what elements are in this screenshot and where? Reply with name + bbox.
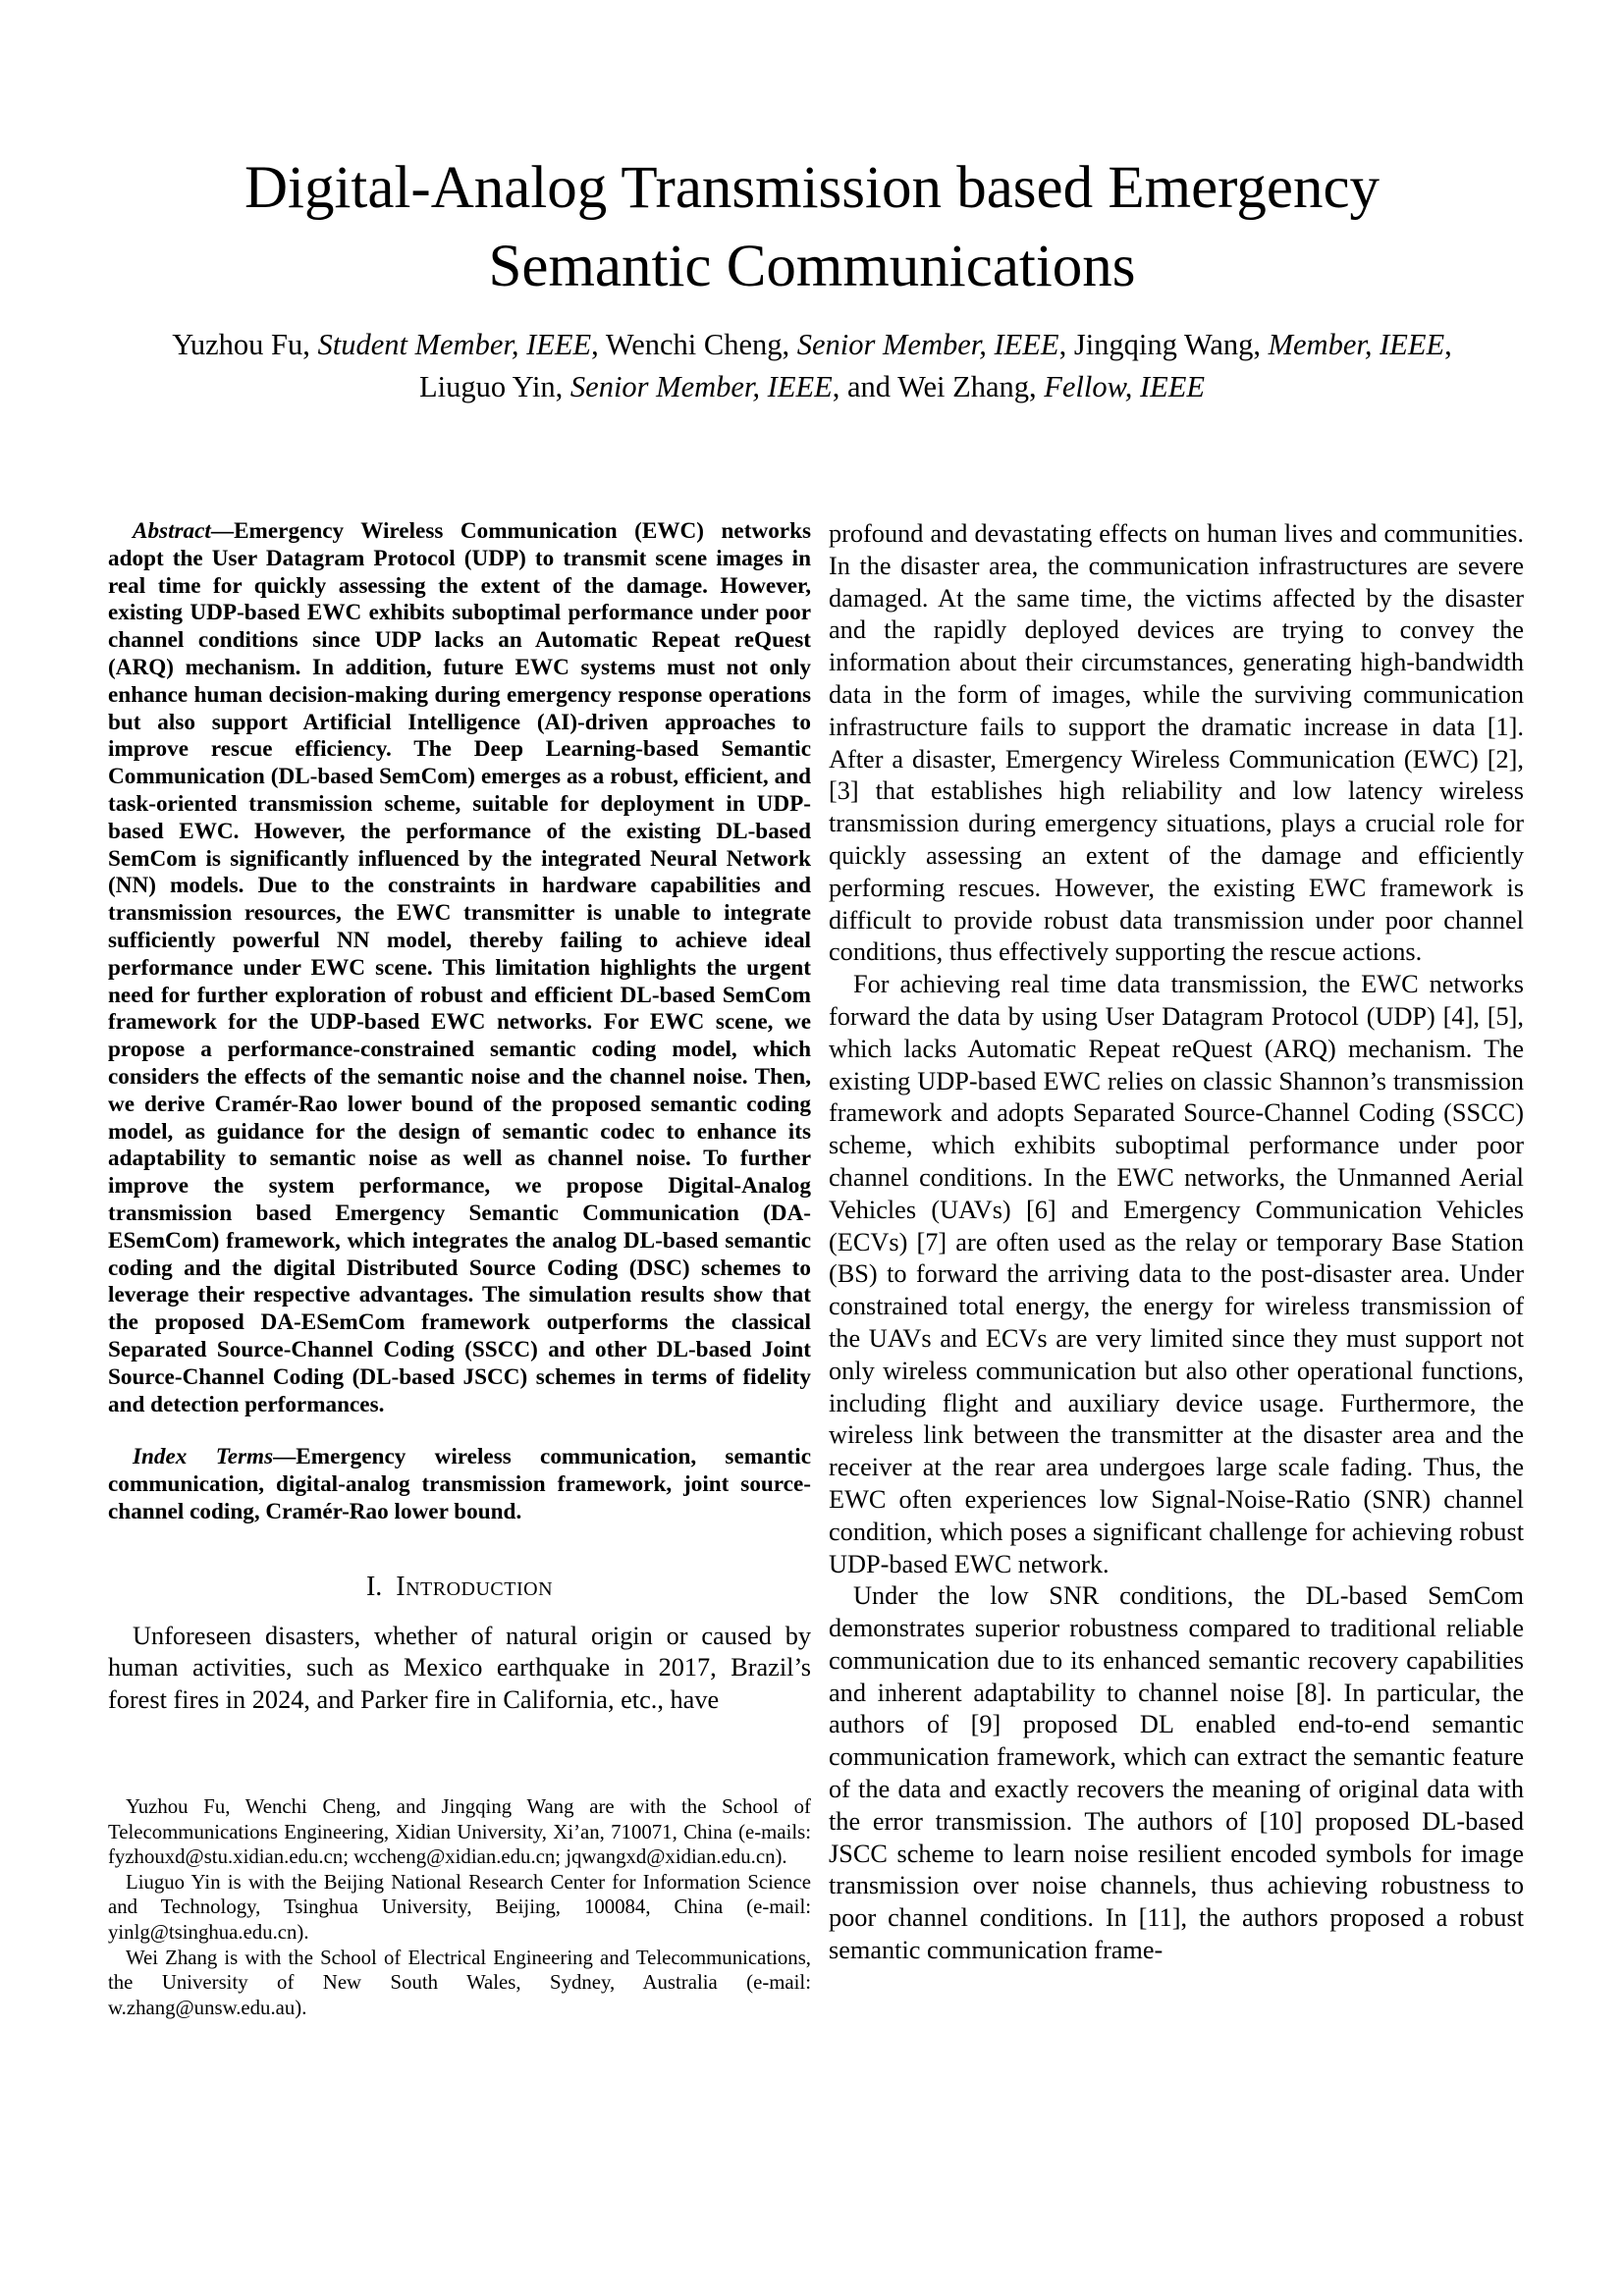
author-name: , Wenchi Cheng, xyxy=(591,328,797,361)
author-footnotes xyxy=(108,1794,811,2020)
right-column xyxy=(829,518,1524,1967)
section-title: Introduction xyxy=(396,1571,554,1602)
right-column-paragraph-3: Under the low SNR conditions, the DL-based SemCom demonstrates superior robustness compared to traditional reliable communication due to its enhanced semantic recovery capabilities and inherent adaptability to channel noise [8]. In particular, the authors of [9] proposed DL enabled end-to-end semantic communication framework, which can extract the semantic feature of the data and exactly recovers the meaning of original data with the error transmission. The authors of [10] proposed DL-based JSCC scheme to learn noise resilient encoded symbols for image transmission over noise channels, thus achieving robustness to poor channel conditions. In [11], the authors proposed a robust semantic communication frame- xyxy=(829,1581,1524,1965)
footnote-affiliation-1: Yuzhou Fu, Wenchi Cheng, and Jingqing Wang are with the School of Telecommunications Engineering, Xidian University, Xi’an, 710071, China (e-mails: fyzhouxd@stu.xidian.edu.cn; wccheng@xidian.edu.cn; jqwangxd@xidian.edu.cn). xyxy=(108,1795,811,1869)
footnote-affiliation-3: Wei Zhang is with the School of Electrical Engineering and Telecommunications, the University of New South Wales, Sydney, Australia (e-mail: w.zhang@unsw.edu.au). xyxy=(108,1946,811,2019)
author-membership: Member, IEEE xyxy=(1268,328,1445,361)
section-1-heading xyxy=(108,1572,811,1603)
author-line-2 xyxy=(0,366,1624,408)
paper-title xyxy=(0,149,1624,306)
right-column-paragraph-1: profound and devastating effects on human lives and communities. In the disaster area, the communication infrastructures are severe damaged. At the same time, the victims affected by the disaster and the rapidly deployed devices are trying to convey the information about their circumstances, generating high-bandwidth data in the form of images, while the surviving communication infrastructure fails to support the dramatic increase in data [1]. After a disaster, Emergency Wireless Communication (EWC) [2], [3] that establishes high reliability and low latency wireless transmission during emergency situations, plays a crucial role for quickly assessing an extent of the damage and efficiently performing rescues. However, the existing EWC framework is difficult to provide robust data transmission under poor channel conditions, thus effectively supporting the rescue actions. xyxy=(829,519,1524,967)
index-terms-paragraph xyxy=(108,1444,811,1525)
paper-title-line-1: Digital-Analog Transmission based Emergency xyxy=(244,155,1380,221)
author-membership: Fellow, IEEE xyxy=(1044,370,1205,403)
left-column xyxy=(108,518,811,1717)
paper-title-line-2: Semantic Communications xyxy=(488,234,1136,299)
author-line-1 xyxy=(0,324,1624,366)
abstract-paragraph xyxy=(108,518,811,1418)
abstract-label: Abstract xyxy=(133,518,211,544)
author-membership: Student Member, IEEE xyxy=(317,328,592,361)
author-name: , Jingqing Wang, xyxy=(1058,328,1269,361)
footnote-affiliation-2: Liuguo Yin is with the Beijing National Research Center for Information Science and Technology, Tsinghua University, Beijing, 100084, China (e-mail: yinlg@tsinghua.edu.cn). xyxy=(108,1870,811,1944)
introduction-paragraph-1: Unforeseen disasters, whether of natural origin or caused by human activities, such as Mexico earthquake in 2017, Brazil’s forest fires in 2024, and Parker fire in California, etc., have xyxy=(108,1621,811,1715)
author-membership: Senior Member, IEEE xyxy=(569,370,833,403)
author-name: Yuzhou Fu, xyxy=(172,328,318,361)
abstract-text: —Emergency Wireless Communication (EWC) networks adopt the User Datagram Protocol (UDP) to transmit scene images in real time for quickly assessing the extent of the damage. However, existing UDP-based EWC exhibits suboptimal performance under poor channel conditions since UDP lacks an Automatic Repeat reQuest (ARQ) mechanism. In addition, future EWC systems must not only enhance human decision-making during emergency response operations but also support Artificial Intelligence (AI)-driven approaches to improve rescue efficiency. The Deep Learning-based Semantic Communication (DL-based SemCom) emerges as a robust, efficient, and task-oriented transmission scheme, suitable for deployment in UDP-based EWC. However, the performance of the existing DL-based SemCom is significantly influenced by the integrated Neural Network (NN) models. Due to the constraints in hardware capabilities and transmission resources, the EWC transmitter is unable to integrate sufficiently powerful NN model, thereby failing to achieve ideal performance under EWC scene. This limitation highlights the urgent need for further exploration of robust and efficient DL-based SemCom framework for the UDP-based EWC networks. For EWC scene, we propose a performance-constrained semantic coding model, which considers the effects of the semantic noise and the channel noise. Then, we derive Cramér-Rao lower bound of the proposed semantic coding model, as guidance for the design of semantic codec to enhance its adaptability to semantic noise as well as channel noise. To further improve the system performance, we propose Digital-Analog transmission based Emergency Semantic Communication (DA-ESemCom) framework, which integrates the analog DL-based semantic coding and the digital Distributed Source Coding (DSC) schemes to leverage their respective advantages. The simulation results show that the proposed DA-ESemCom framework outperforms the classical Separated Source-Channel Coding (SSCC) and other DL-based Joint Source-Channel Coding (DL-based JSCC) schemes in terms of fidelity and detection performances. xyxy=(108,518,811,1417)
author-name: Liuguo Yin, xyxy=(419,370,570,403)
section-number: I. xyxy=(365,1571,383,1602)
author-list xyxy=(0,324,1624,408)
index-terms-label: Index Terms xyxy=(133,1444,274,1470)
author-membership: Senior Member, IEEE xyxy=(796,328,1059,361)
right-column-paragraph-2: For achieving real time data transmission, the EWC networks forward the data by using User Datagram Protocol (UDP) [4], [5], which lacks Automatic Repeat reQuest (ARQ) mechanism. The existing UDP-based EWC relies on classic Shannon’s transmission framework and adopts Separated Source-Channel Coding (SSCC) scheme, which exhibits suboptimal performance under poor channel conditions. In the EWC networks, the Unmanned Aerial Vehicles (UAVs) [6] and Emergency Communication Vehicles (ECVs) [7] are often used as the relay or temporary Base Station (BS) to forward the arriving data to the post-disaster area. Under constrained total energy, the energy for wireless transmission of the UAVs and ECVs are very limited since they must support not only wireless communication but also other operational functions, including flight and auxiliary device usage. Furthermore, the wireless link between the transmitter at the disaster area and the receiver at the rear area undergoes large scale fading. Thus, the EWC often experiences low Signal-Noise-Ratio (SNR) channel condition, which poses a significant challenge for achieving robust UDP-based EWC network. xyxy=(829,970,1524,1578)
author-name: , and Wei Zhang, xyxy=(832,370,1045,403)
index-terms-text: —Emergency wireless communication, semantic communication, digital-analog transmission framework, joint source-channel coding, Cramér-Rao lower bound. xyxy=(108,1444,812,1524)
author-separator: , xyxy=(1444,328,1452,361)
